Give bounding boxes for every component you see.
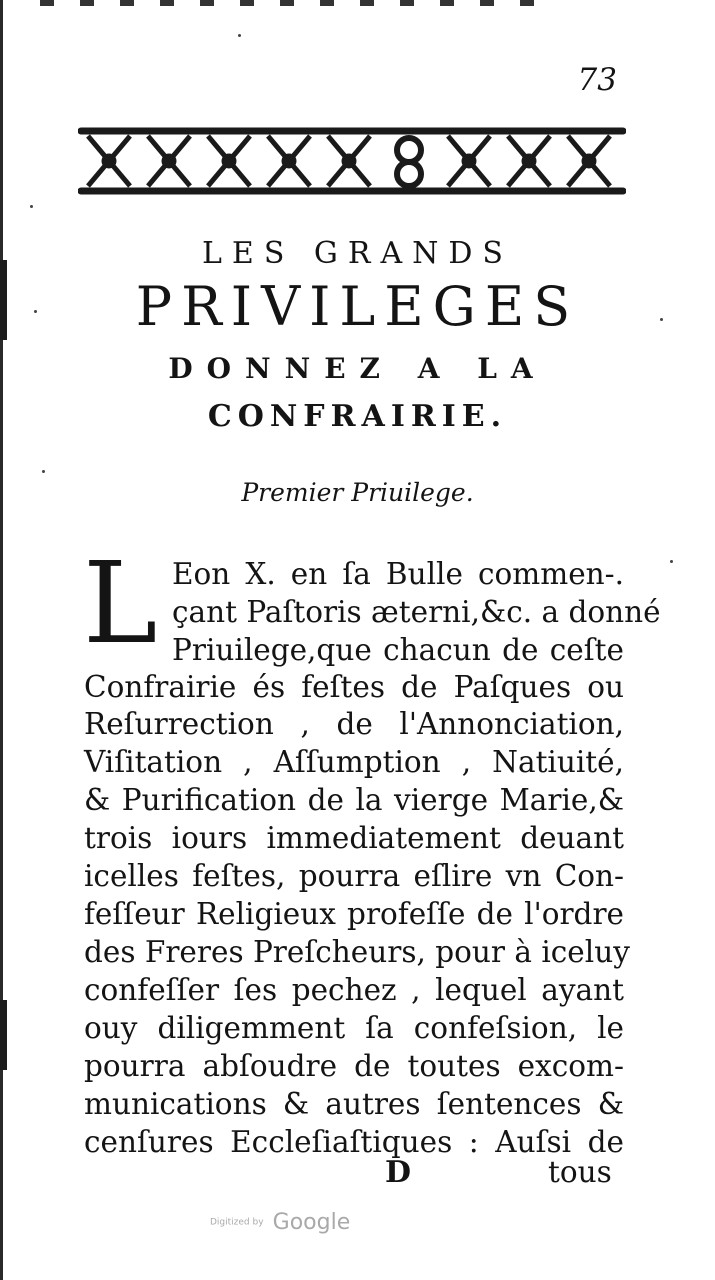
title-line-4: CONFRAIRIE. [207, 399, 508, 434]
body-line: pourra abſoudre de toutes excom- [84, 1049, 624, 1083]
ink-speck [34, 310, 37, 313]
body-line: Reſurrection , de l'Annonciation, [84, 707, 624, 741]
drop-cap-letter: L [83, 539, 158, 669]
title-line-3: DONNEZ A LA [168, 352, 547, 385]
body-line: Eon X. en ſa Bulle commen-. [172, 557, 624, 591]
body-line: & Purification de la vierge Marie,& [84, 783, 624, 817]
ink-blot [0, 1000, 7, 1070]
page-binding-edge [0, 0, 8, 1280]
body-line: icelles feſtes, pourra eſlire vn Con- [84, 859, 624, 893]
ink-speck [238, 34, 241, 37]
ink-speck [30, 205, 33, 208]
decorative-ornament-band [78, 122, 626, 200]
body-line: confeſſer ſes pechez , lequel ayant [84, 973, 624, 1007]
body-line: Priuilege,que chacun de ceſte [172, 633, 624, 667]
body-line: ouy diligemment ſa confeſsion, le [84, 1011, 624, 1045]
watermark-brand: Google [272, 1210, 351, 1235]
body-line: cenſures Eccleſiaſtiques : Auſsi de [84, 1125, 624, 1159]
page-number: 73 [577, 62, 617, 98]
body-line: feſſeur Religieux profeſſe de l'ordre [84, 897, 624, 931]
body-line: Viſitation , Aſſumption , Natiuité, [84, 745, 624, 779]
ink-blot [0, 260, 7, 340]
body-line: Confrairie és feſtes de Paſques ou [84, 670, 624, 704]
body-line: çant Paſtoris æterni,&c. a donné [172, 595, 661, 629]
ink-speck [42, 470, 45, 473]
page-top-edge [40, 0, 560, 6]
body-line: trois iours immediatement deuant [84, 821, 624, 855]
title-line-2: PRIVILEGES [135, 275, 580, 338]
digitization-watermark [210, 1210, 350, 1235]
section-subheading: Premier Priuilege. [241, 478, 474, 507]
body-line: des Freres Preſcheurs, pour à iceluy [84, 935, 630, 969]
body-line: munications & autres ſentences & [84, 1087, 624, 1121]
ink-speck [670, 560, 673, 563]
ink-speck [660, 318, 663, 321]
title-line-1: LES GRANDS [202, 236, 513, 271]
catchword: tous [548, 1155, 612, 1189]
signature-mark: D [385, 1155, 412, 1190]
watermark-prefix: Digitized by [210, 1217, 264, 1228]
